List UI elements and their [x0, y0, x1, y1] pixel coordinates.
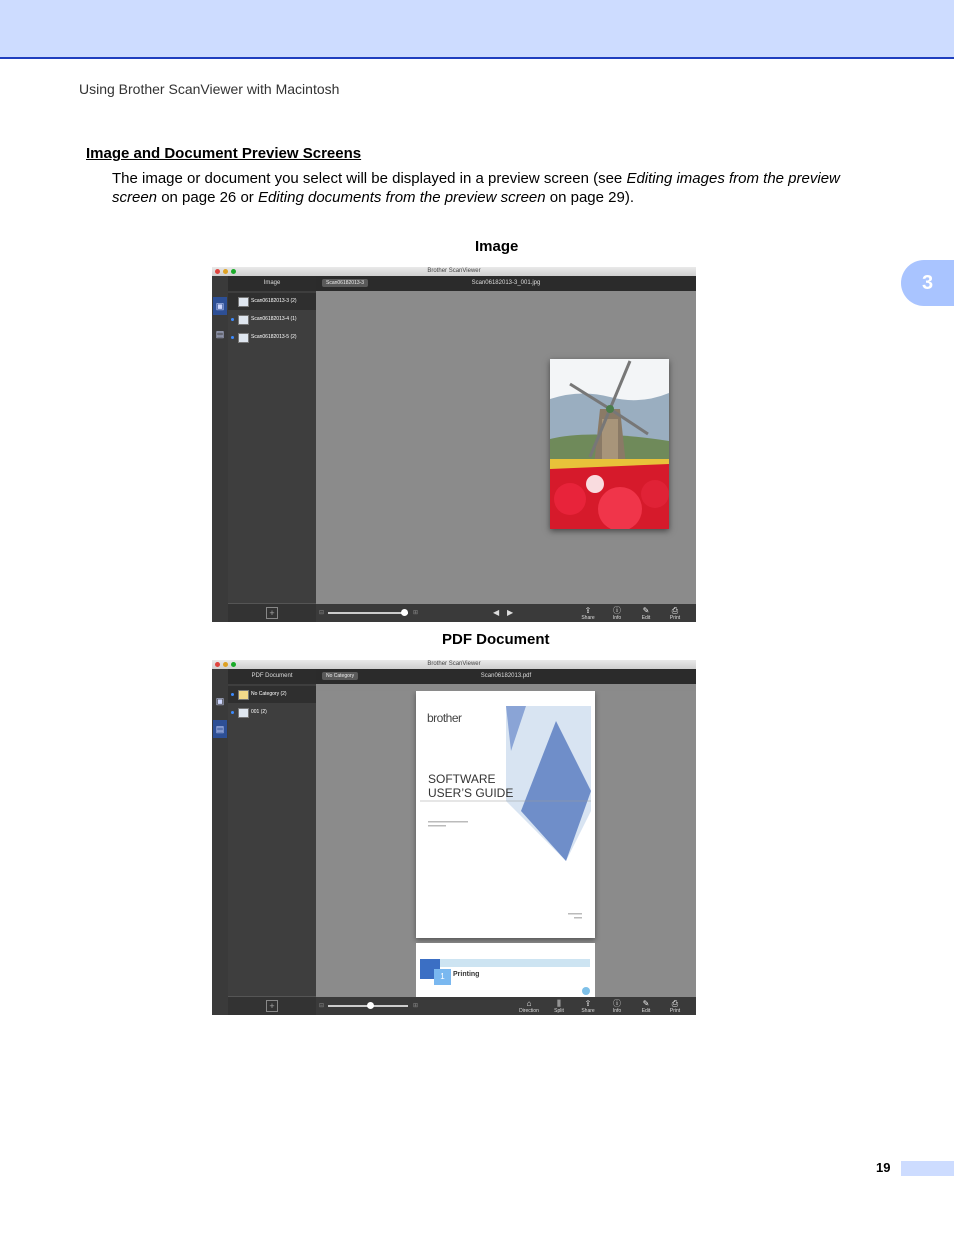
- info-icon: ⓘ: [613, 606, 621, 615]
- list-item[interactable]: [228, 329, 316, 346]
- file-name: Scan06182013.pdf: [480, 673, 532, 679]
- share-button[interactable]: ⇪ Share: [577, 606, 599, 621]
- window-title: Brother ScanViewer: [427, 268, 481, 274]
- print-button[interactable]: ⎙ Print: [664, 999, 686, 1014]
- zoom-slider-knob[interactable]: [401, 609, 408, 616]
- para-text-2: on page 26 or: [157, 189, 258, 206]
- document-mode-icon[interactable]: ▤: [213, 720, 227, 738]
- zoom-icon[interactable]: [231, 662, 236, 667]
- list-item-label: No Category (2): [251, 691, 287, 697]
- document-mode-icon[interactable]: ▤: [215, 329, 225, 339]
- file-list-pane: [228, 276, 316, 622]
- running-title: Using Brother ScanViewer with Macintosh: [79, 81, 340, 97]
- image-thumb-icon: [238, 297, 249, 307]
- list-item[interactable]: [228, 311, 316, 328]
- window-titlebar: [212, 267, 696, 276]
- para-ref-1: Editing images from the preview screen: [112, 170, 840, 206]
- image-thumb-icon: [238, 315, 249, 325]
- section-title: Image and Document Preview Screens: [86, 145, 362, 162]
- edit-icon: ✎: [642, 999, 650, 1008]
- share-icon: ⇪: [584, 606, 592, 615]
- preview-area: [316, 291, 696, 604]
- info-button[interactable]: ⓘ Info: [606, 999, 628, 1014]
- unread-dot-icon: [231, 693, 234, 696]
- doc-brand: brother: [427, 711, 462, 725]
- zoom-out-icon[interactable]: ⊟: [319, 1003, 325, 1009]
- info-icon: ⓘ: [613, 999, 621, 1008]
- preview-toolbar: [316, 669, 696, 684]
- image-mode-icon[interactable]: ▣: [213, 297, 227, 315]
- image-mode-icon[interactable]: ▣: [215, 696, 225, 706]
- list-header: Image: [228, 276, 316, 291]
- list-item-label: Scan06182013-5 (2): [251, 334, 297, 340]
- folder-icon: [238, 690, 249, 700]
- edit-icon: ✎: [642, 606, 650, 615]
- add-icon[interactable]: +: [266, 607, 278, 619]
- zoom-in-icon[interactable]: ⊞: [413, 1003, 419, 1009]
- section-paragraph: [112, 169, 887, 207]
- list-footer: [228, 603, 316, 622]
- zoom-slider-knob[interactable]: [367, 1002, 374, 1009]
- list-item[interactable]: [228, 293, 316, 310]
- chapter-number: 1: [434, 969, 451, 985]
- info-button[interactable]: ⓘ Info: [606, 606, 628, 621]
- add-icon[interactable]: +: [266, 1000, 278, 1012]
- zoom-out-icon[interactable]: ⊟: [319, 610, 325, 616]
- list-item[interactable]: [228, 704, 316, 721]
- header-band: [0, 0, 954, 59]
- list-item-label: Scan06182013-3 (2): [251, 298, 297, 304]
- figure-caption-image: Image: [475, 238, 519, 255]
- previous-arrow-icon[interactable]: ◀: [493, 608, 500, 617]
- doc-title: SOFTWARE USER’S GUIDE: [428, 772, 514, 800]
- split-button[interactable]: ⫼ Split: [548, 999, 570, 1014]
- printer-icon: ⎙: [671, 606, 679, 615]
- list-item-label: Scan06182013-4 (1): [251, 316, 297, 322]
- breadcrumb[interactable]: No Category: [322, 672, 358, 680]
- list-item-label: 001 (2): [251, 709, 267, 715]
- list-item[interactable]: [228, 686, 316, 703]
- figure-caption-pdf: PDF Document: [442, 631, 550, 648]
- zoom-icon[interactable]: [231, 269, 236, 274]
- edit-button[interactable]: ✎ Edit: [635, 999, 657, 1014]
- edit-button[interactable]: ✎ Edit: [635, 606, 657, 621]
- pdf-preview-window: [212, 660, 696, 1015]
- list-footer: [228, 996, 316, 1015]
- print-button[interactable]: ⎙ Print: [664, 606, 686, 621]
- next-arrow-icon[interactable]: ▶: [507, 608, 514, 617]
- document-page-2: [416, 943, 595, 1004]
- split-icon: ⫼: [557, 999, 561, 1008]
- image-preview-window: [212, 267, 696, 622]
- zoom-in-icon[interactable]: ⊞: [413, 610, 419, 616]
- preview-toolbar: [316, 276, 696, 291]
- zoom-slider[interactable]: [328, 1005, 408, 1007]
- list-header: PDF Document: [228, 669, 316, 684]
- direction-icon: ⌂: [526, 999, 532, 1008]
- direction-button[interactable]: ⌂ Direction: [519, 999, 539, 1014]
- minimize-icon[interactable]: [223, 269, 228, 274]
- para-text-3: on page 29).: [545, 189, 634, 206]
- chapter-heading: Printing: [453, 971, 480, 978]
- window-titlebar: [212, 660, 696, 669]
- file-list-pane: [228, 669, 316, 1015]
- mode-sidebar: [212, 669, 228, 1015]
- window-title: Brother ScanViewer: [427, 661, 481, 667]
- mode-sidebar: [212, 276, 228, 622]
- close-icon[interactable]: [215, 662, 220, 667]
- close-icon[interactable]: [215, 269, 220, 274]
- windmill-photo: [550, 359, 669, 529]
- minimize-icon[interactable]: [223, 662, 228, 667]
- page-number: 19: [876, 1160, 891, 1175]
- unread-dot-icon: [231, 711, 234, 714]
- share-button[interactable]: ⇪ Share: [577, 999, 599, 1014]
- preview-area: [316, 691, 696, 1004]
- breadcrumb[interactable]: Scan06182013-3: [322, 279, 368, 287]
- para-ref-2: Editing documents from the preview screen: [257, 189, 546, 206]
- image-thumb-icon: [238, 333, 249, 343]
- preview-bottom-bar: [316, 997, 696, 1015]
- zoom-slider[interactable]: [328, 612, 408, 614]
- share-icon: ⇪: [584, 999, 592, 1008]
- footer-bar: [901, 1161, 954, 1176]
- printer-icon: ⎙: [671, 999, 679, 1008]
- chapter-tab: 3: [901, 260, 954, 306]
- document-page-1: [416, 691, 595, 938]
- unread-dot-icon: [231, 336, 234, 339]
- para-text-1: The image or document you select will be displayed in a preview screen (see: [112, 170, 627, 187]
- preview-bottom-bar: [316, 604, 696, 622]
- file-name: Scan06182013-3_001.jpg: [471, 280, 541, 286]
- unread-dot-icon: [231, 318, 234, 321]
- document-thumb-icon: [238, 708, 249, 718]
